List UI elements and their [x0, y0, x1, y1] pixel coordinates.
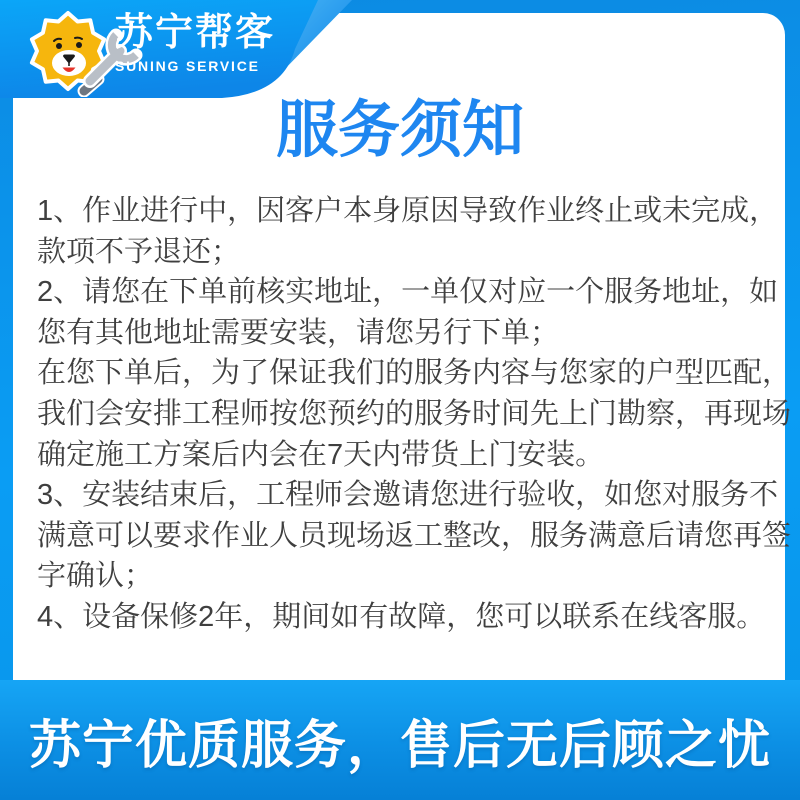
notice-line: 款项不予退还；	[37, 235, 241, 268]
footer-banner	[0, 680, 800, 800]
eye-right	[76, 42, 82, 48]
eye-left	[56, 43, 62, 49]
notice-line: 2、请您在下单前核实地址，一单仅对应一个服务地址，如	[37, 276, 779, 309]
notice-line: 在您下单后，为了保证我们的服务内容与您家的户型匹配，	[37, 357, 792, 390]
page-title: 服务须知	[275, 96, 524, 165]
brand-block	[115, 12, 275, 74]
notice-line: 我们会安排工程师按您预约的服务时间先上门勘察，再现场	[37, 397, 792, 430]
notice-line: 字确认；	[37, 560, 154, 593]
notice-text	[37, 191, 792, 638]
notice-line: 3、安装结束后，工程师会邀请您进行验收，如您对服务不	[37, 479, 779, 512]
notice-line: 满意可以要求作业人员现场返工整改，服务满意后请您再签	[37, 519, 792, 552]
brand-name-en: SUNING SERVICE	[115, 58, 260, 74]
footer-slogan: 苏宁优质服务，售后无后顾之忧	[28, 716, 771, 775]
notice-line: 1、作业进行中，因客户本身原因导致作业终止或未完成，	[37, 195, 779, 227]
notice-line: 4、设备保修2年，期间如有故障，您可以联系在线客服。	[37, 600, 766, 633]
notice-line: 确定施工方案后内会在7天内带货上门安装。	[37, 438, 605, 471]
notice-line: 您有其他地址需要安装，请您另行下单；	[37, 316, 560, 349]
brand-name-cn: 苏宁帮客	[115, 12, 276, 54]
header	[0, 0, 360, 100]
